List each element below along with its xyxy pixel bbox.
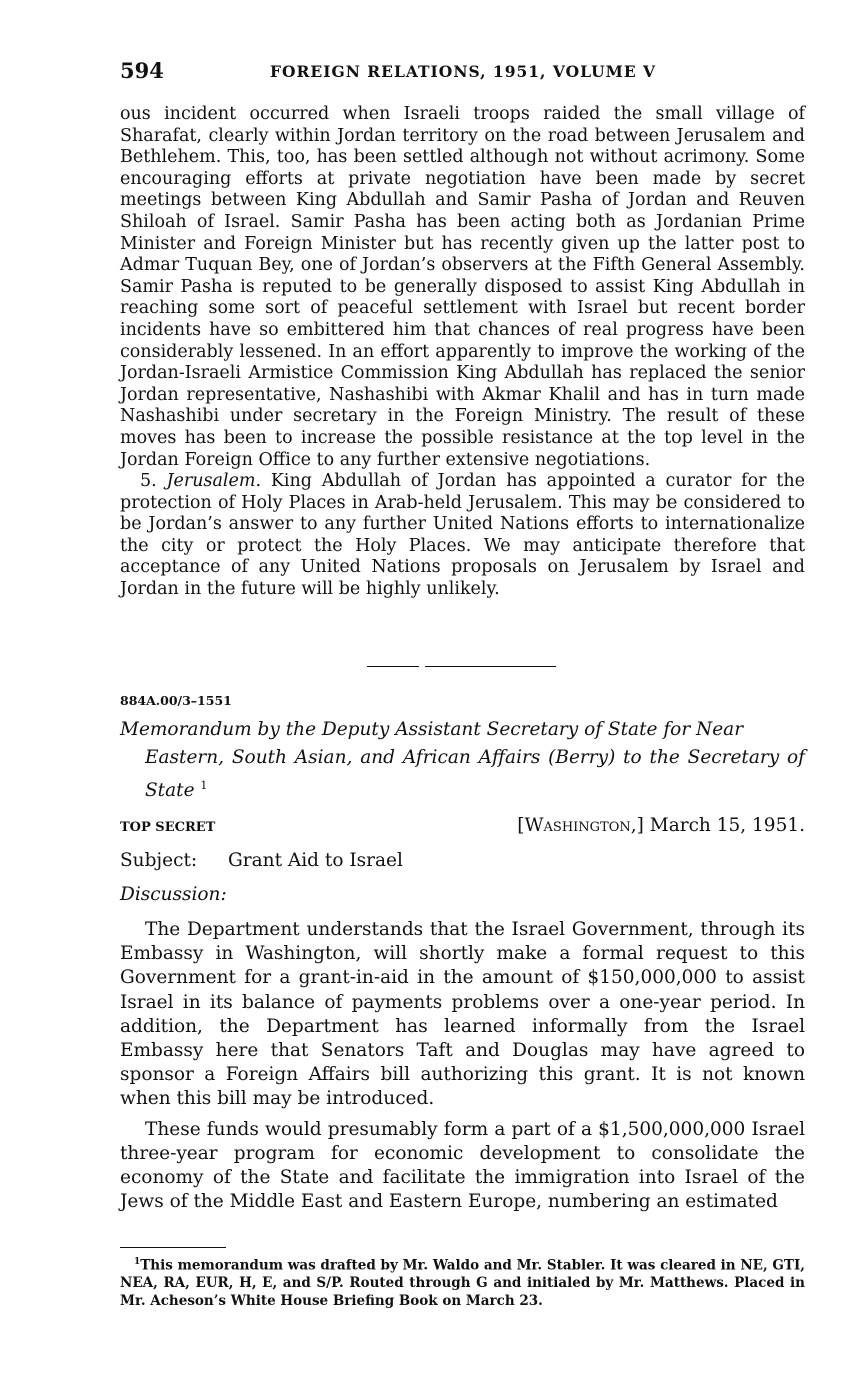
- dateline-place: [Washington,]: [517, 815, 644, 836]
- running-head: FOREIGN RELATIONS, 1951, VOLUME V: [270, 62, 657, 81]
- separator-rule: [367, 666, 419, 667]
- body-paragraph: These funds would presumably form a part of a $1,500,000,000 Israel three-year program for economic development to consolidate the economy of the State and facilitate the immigration into Israel of the Jews of the Middle East and Eastern Europe, numbering an estimated: [120, 1118, 805, 1213]
- memo-body: [120, 918, 805, 1220]
- page-header: [120, 58, 805, 88]
- memo-title-text: Eastern, South Asian, and African Affairs (Berry) to the Secretary of State: [145, 747, 805, 802]
- separator-rule: [425, 666, 477, 667]
- footnote-rule: [120, 1247, 226, 1248]
- footnote-marker: 1: [134, 1257, 141, 1267]
- footnote-reference: 1: [200, 779, 208, 792]
- discussion-label: Discussion:: [120, 884, 227, 905]
- dateline-date: March 15, 1951.: [649, 815, 805, 836]
- subject-line: [120, 850, 403, 871]
- paragraph-number: 5.: [140, 471, 157, 492]
- memo-title: [120, 716, 805, 805]
- page-number: 594: [120, 58, 164, 83]
- separator-rule: [477, 666, 556, 667]
- subject-value: Grant Aid to Israel: [228, 850, 403, 871]
- file-number: 884A.00/3–1551: [120, 693, 232, 708]
- paragraph-heading: Jerusalem.: [166, 471, 262, 492]
- subject-label: Subject:: [120, 850, 198, 871]
- footnote-text: This memorandum was drafted by Mr. Waldo and Mr. Stabler. It was cleared in NE, GTI, NEA, RA, EUR, H, E, and S/P. Routed through G and initialed by Mr. Matthews. Placed in Mr. Acheson’s White House Briefing Book on March 23.: [120, 1257, 805, 1309]
- footnote: [120, 1254, 805, 1310]
- classification: TOP SECRET: [120, 820, 216, 835]
- jerusalem-paragraph: [120, 471, 805, 601]
- body-paragraph: The Department understands that the Israel Government, through its Embassy in Washington, will shortly make a formal request to this Government for a grant-in-aid in the amount of $150,000,000 to assist Israel in its balance of payments problems over a one-year period. In addition, the Department has learned informally from the Israel Embassy here that Senators Taft and Douglas may have agreed to sponsor a Foreign Affairs bill authorizing this grant. It is not known when this bill may be introduced.: [120, 919, 805, 1110]
- continued-paragraph: ous incident occurred when Israeli troops raided the small village of Sharafat, clearly within Jordan territory on the road between Jerusalem and Bethlehem. This, too, has been settled although not without acrimony. Some encouraging efforts at private negotiation have been made by secret meetings between King Abdullah and Samir Pasha of Jordan and Reuven Shiloah of Israel. Samir Pasha has been acting both as Jordanian Prime Minister and Foreign Minister but has recently given up the latter post to Admar Tuquan Bey, one of Jordan’s observers at the Fifth General Assembly. Samir Pasha is reputed to be generally disposed to assist King Abdullah in reaching some sort of peaceful settlement with Israel but recent border incidents have so embittered him that chances of real progress have been considerably lessened. In an effort apparently to improve the working of the Jordan-Israeli Armistice Commission King Abdullah has replaced the senior Jordan representative, Nashashibi with Akmar Khalil and has in turn made Nashashibi under secretary in the Foreign Ministry. The result of these moves has been to increase the possible resistance at the top level in the Jordan Foreign Office to any further extensive negotiations.: [120, 104, 805, 470]
- memo-title-line-2: [120, 744, 805, 805]
- memo-title-line-1: Memorandum by the Deputy Assistant Secretary of State for Near: [120, 719, 744, 740]
- dateline: [517, 815, 805, 836]
- continued-text: [120, 104, 805, 601]
- paragraph-text: King Abdullah of Jordan has appointed a curator for the protection of Holy Places in Arab-held Jerusalem. This may be considered to be Jordan’s answer to any further United Nations efforts to internationalize the city or protect the Holy Places. We may anticipate therefore that acceptance of any United Nations proposals on Jerusalem by Israel and Jordan in the future will be highly unlikely.: [120, 471, 805, 600]
